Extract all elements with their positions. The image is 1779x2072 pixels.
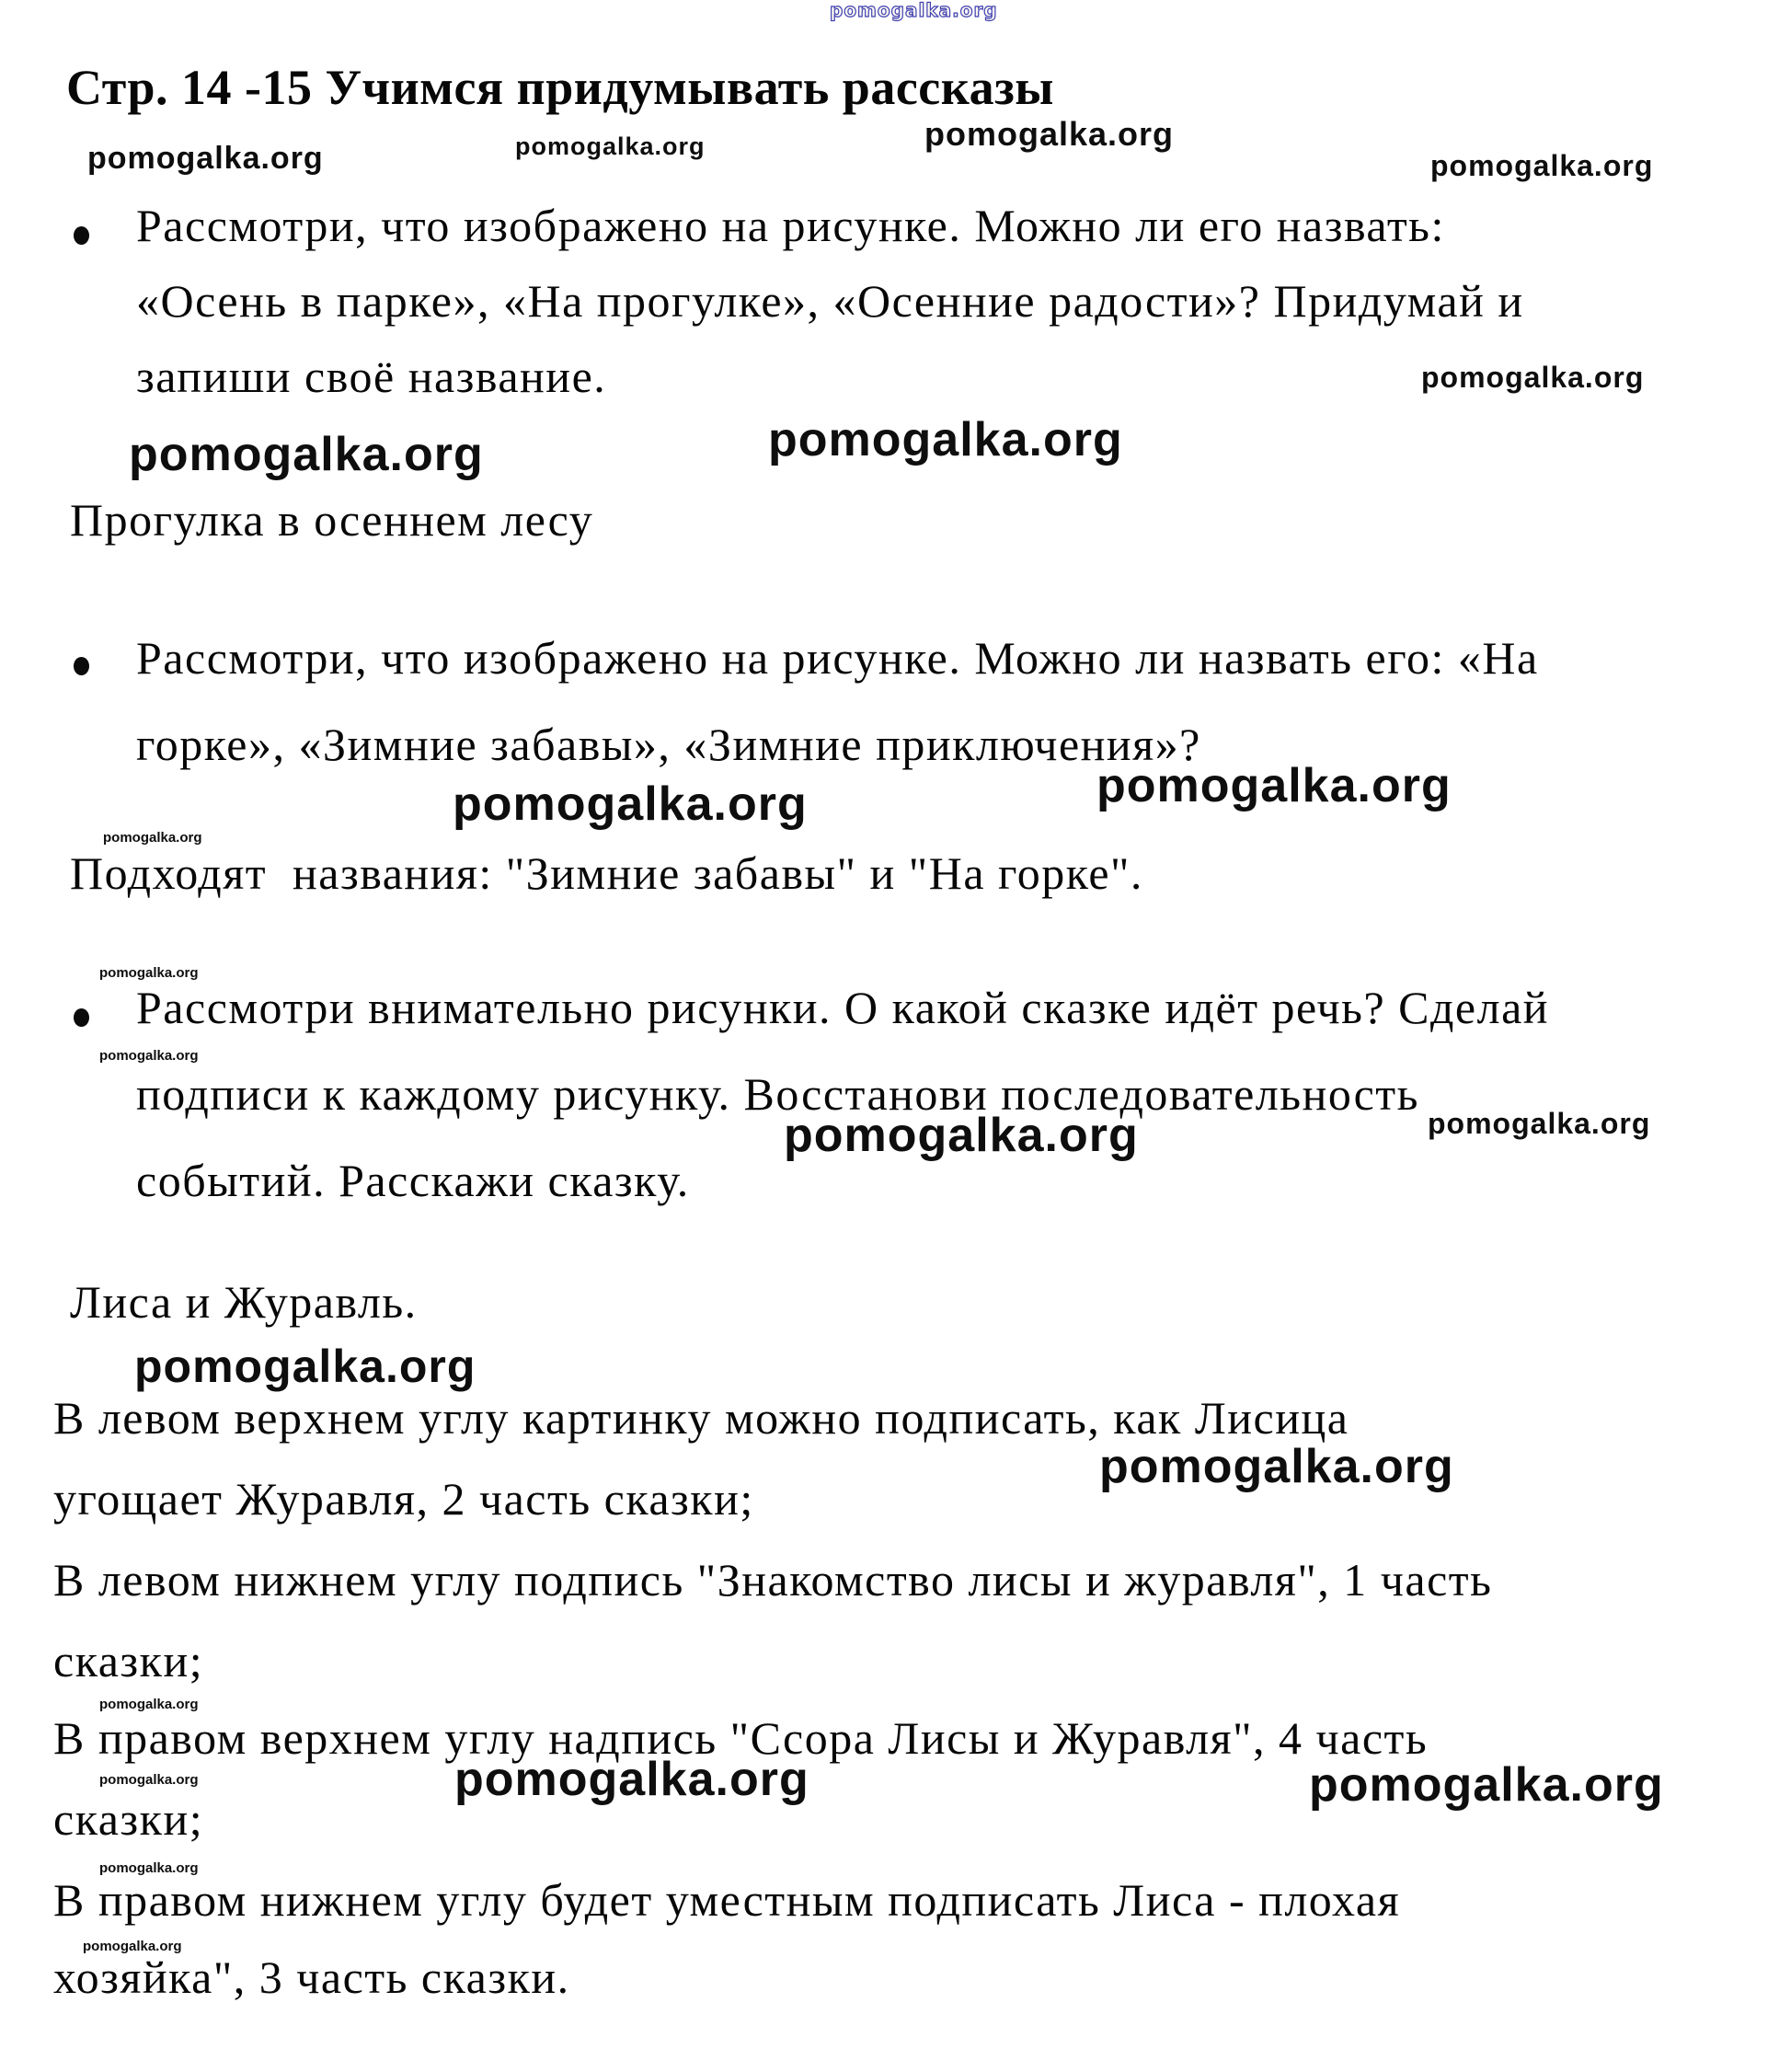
watermark: pomogalka.org (1099, 1440, 1454, 1493)
watermark: pomogalka.org (453, 777, 808, 831)
watermark: pomogalka.org (87, 141, 324, 176)
bullet-marker (74, 1008, 89, 1027)
answer-line: сказки; (53, 1635, 204, 1686)
answer-line: В правом нижнем углу будет уместным подписать Лиса - плохая (53, 1874, 1401, 1926)
answer-line: хозяйка", 3 часть сказки. (53, 1951, 570, 2003)
watermark: pomogalka.org (99, 1048, 199, 1064)
watermark-top: pomogalka.org (830, 0, 998, 21)
question-line: Рассмотри, что изображено на рисунке. Можно ли назвать его: «На (136, 632, 1539, 684)
watermark: pomogalka.org (454, 1753, 809, 1806)
answer-line: Прогулка в осеннем лесу (70, 494, 594, 546)
answer-line: В левом нижнем углу подпись "Знакомство лисы и журавля", 1 часть (53, 1554, 1493, 1606)
question-line: событий. Расскажи сказку. (136, 1155, 690, 1206)
question-line: «Осень в парке», «На прогулке», «Осенние радости»? Придумай и (136, 275, 1524, 327)
watermark: pomogalka.org (99, 1860, 199, 1876)
watermark: pomogalka.org (1309, 1758, 1664, 1812)
watermark: pomogalka.org (1096, 759, 1452, 812)
question-line: Рассмотри, что изображено на рисунке. Можно ли его назвать: (136, 200, 1445, 251)
page-title: Стр. 14 -15 Учимся придумывать рассказы (66, 60, 1054, 115)
watermark: pomogalka.org (83, 1939, 182, 1954)
watermark: pomogalka.org (924, 115, 1175, 153)
answer-line: В правом верхнем углу надпись "Ссора Лисы и Журавля", 4 часть (53, 1712, 1429, 1764)
answer-line: Подходят названия: "Зимние забавы" и "На горке". (70, 847, 1143, 899)
watermark: pomogalka.org (129, 428, 484, 481)
watermark: pomogalka.org (99, 1772, 199, 1788)
watermark: pomogalka.org (103, 830, 202, 846)
watermark: pomogalka.org (99, 965, 199, 981)
bullet-marker (74, 657, 89, 675)
question-line: запиши своё название. (136, 351, 607, 402)
bullet-marker (74, 226, 89, 245)
watermark: pomogalka.org (768, 413, 1123, 466)
answer-line: Лиса и Журавль. (70, 1276, 418, 1328)
watermark: pomogalka.org (784, 1109, 1139, 1162)
watermark: pomogalka.org (1430, 149, 1654, 182)
watermark: pomogalka.org (99, 1697, 199, 1712)
question-line: подписи к каждому рисунку. Восстанови последовательность (136, 1068, 1419, 1120)
answer-line: угощает Журавля, 2 часть сказки; (53, 1473, 754, 1525)
answer-line: сказки; (53, 1793, 204, 1845)
watermark: pomogalka.org (134, 1341, 476, 1392)
watermark: pomogalka.org (1428, 1107, 1651, 1140)
watermark: pomogalka.org (515, 132, 706, 160)
question-line: горке», «Зимние забавы», «Зимние приключения»? (136, 719, 1201, 770)
question-line: Рассмотри внимательно рисунки. О какой сказке идёт речь? Сделай (136, 982, 1550, 1033)
answer-line: В левом верхнем углу картинку можно подписать, как Лисица (53, 1392, 1349, 1444)
watermark: pomogalka.org (1421, 361, 1645, 394)
